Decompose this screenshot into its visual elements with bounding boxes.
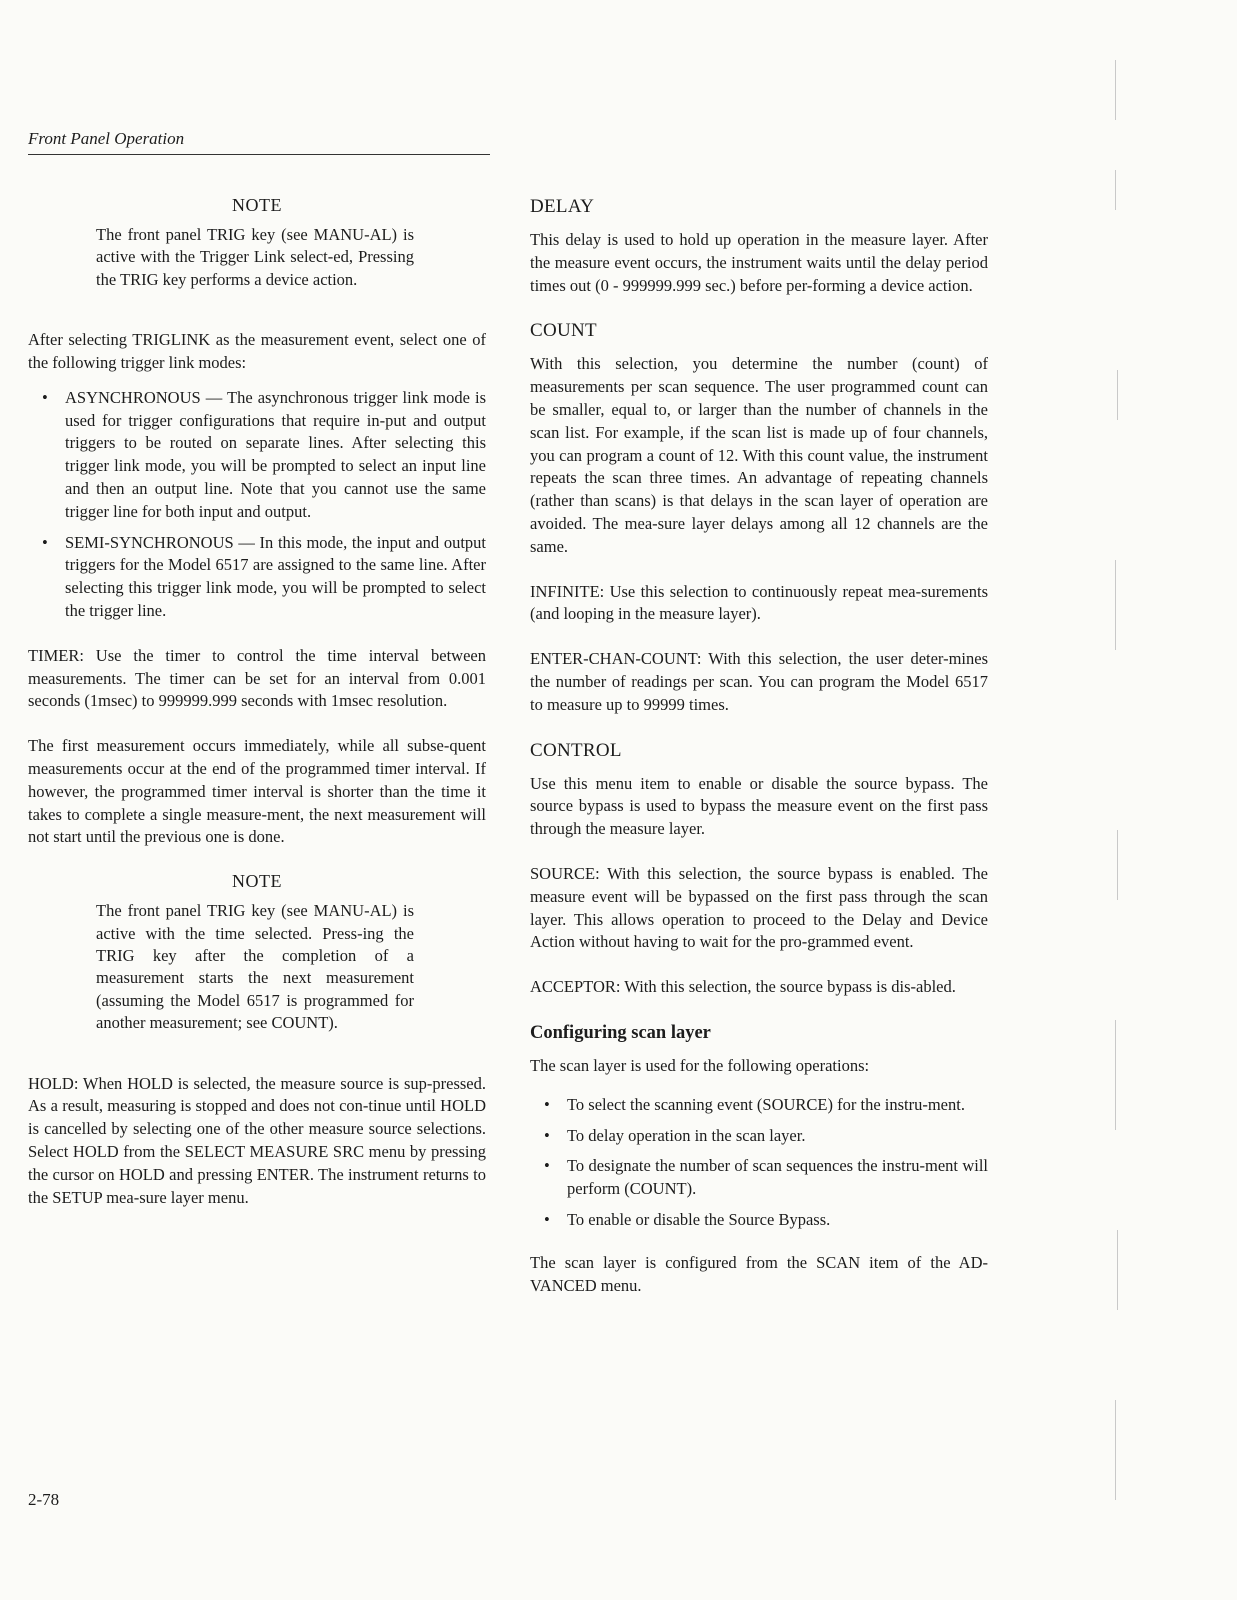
note-box-triglink <box>28 195 486 291</box>
note-title: NOTE <box>232 871 282 892</box>
note-box-timer <box>28 871 486 1034</box>
list-item: • ASYNCHRONOUS — The asynchronous trigger link mode is used for trigger configurations that require in-put and output triggers to be routed on separate lines. After selecting this trigger link mode, you will be prompted to select an input line and then an output line. Note that you cannot use the same trigger line for both input and output. <box>42 387 486 521</box>
section-heading-count: COUNT <box>530 320 597 342</box>
bullet-icon: • <box>544 1125 550 1145</box>
paragraph-triglink: After selecting TRIGLINK as the measurement event, select one of the following trigger link modes: <box>28 330 486 373</box>
bullet-icon: • <box>544 1209 550 1229</box>
paragraph-control: Use this menu item to enable or disable the source bypass. The source bypass is used to bypass the measure event on the first pass through the measure layer. <box>530 773 988 839</box>
note-title: NOTE <box>232 195 282 215</box>
scan-operations-list <box>530 1094 988 1232</box>
right-column <box>530 195 988 1297</box>
note-body: The front panel TRIG key (see MANU-AL) is active with the time selected. Press-ing the TRIG key after the completion of a measurement starts the next measurement (assuming the Model 6517 is programmed for another measurement; see COUNT). <box>96 901 414 1033</box>
paragraph-acceptor: ACCEPTOR: With this selection, the source bypass is dis-abled. <box>530 977 956 997</box>
paragraph-enter-chan-count: ENTER-CHAN-COUNT: With this selection, the user deter-mines the number of readings per scan. You can program the Model 6517 to measure up to 99999 times. <box>530 649 988 714</box>
bullet-icon: • <box>42 387 48 407</box>
bullet-icon: • <box>544 1156 550 1176</box>
header-rule <box>28 154 490 155</box>
left-column <box>28 195 486 1209</box>
paragraph-infinite: INFINITE: Use this selection to continuously repeat mea-surements (and looping in the measure layer). <box>530 581 988 624</box>
section-heading-delay: DELAY <box>530 196 595 217</box>
paragraph-source: SOURCE: With this selection, the source bypass is enabled. The measure event will be bypassed on the first pass through the scan layer. This allows operation to proceed to the Delay and Device Action without having to wait for the pro-grammed event. <box>530 863 988 952</box>
paragraph-scan-intro: The scan layer is used for the following operations: <box>530 1055 870 1075</box>
scan-margin-marks <box>1115 40 1119 1560</box>
list-item: • To enable or disable the Source Bypass. <box>530 1209 988 1232</box>
paragraph-delay: This delay is used to hold up operation in the measure layer. After the measure event occurs, the instrument waits until the delay period times out (0 - 999999.999 sec.) before per-forming a device action. <box>530 230 988 295</box>
subsection-heading-scan-layer: Configuring scan layer <box>530 1022 711 1043</box>
note-body: The front panel TRIG key (see MANU-AL) is active with the Trigger Link select-ed, Pressing the TRIG key performs a device action. <box>96 225 414 289</box>
triglink-modes-list <box>28 387 486 623</box>
list-item: • To delay operation in the scan layer. <box>530 1125 988 1148</box>
paragraph-first-measurement: The first measurement occurs immediately, while all subse-quent measurements occur at the end of the programmed timer interval. If however, the programmed timer interval is shorter than the time it takes to complete a single measure-ment, the next measurement will not start until the previous one is done. <box>28 736 486 847</box>
header-title: Front Panel Operation <box>28 129 185 148</box>
bullet-icon: • <box>544 1094 550 1114</box>
paragraph-hold: HOLD: When HOLD is selected, the measure source is sup-pressed. As a result, measuring is stopped and does not con-tinue until HOLD is cancelled by selecting one of the other measure source selections. Select HOLD from the SELECT MEASURE SRC menu by pressing the cursor on HOLD and pressing ENTER. The instrument returns to the SETUP mea-sure layer menu. <box>28 1073 486 1207</box>
list-item: • SEMI-SYNCHRONOUS — In this mode, the input and output triggers for the Model 6517 are assigned to the same line. After selecting this trigger link mode, you will be prompted to select the trigger line. <box>42 532 486 620</box>
list-item: • To select the scanning event (SOURCE) for the instru-ment. <box>530 1094 988 1117</box>
bullet-icon: • <box>42 532 48 552</box>
paragraph-scan-outro: The scan layer is configured from the SCAN item of the AD-VANCED menu. <box>530 1252 988 1295</box>
paragraph-timer: TIMER: Use the timer to control the time interval between measurements. The timer can be set for an interval from 0.001 seconds (1msec) to 999999.999 seconds with 1msec resolution. <box>28 645 486 711</box>
list-item: • To designate the number of scan sequences the instru-ment will perform (COUNT). <box>544 1156 988 1199</box>
section-heading-control: CONTROL <box>530 739 622 761</box>
running-header <box>28 128 490 155</box>
paragraph-count: With this selection, you determine the number (count) of measurements per scan sequence. The user programmed count can be smaller, equal to, or larger than the number of channels in the scan list. For example, if the scan list is made up of four channels, you can program a count of 12. With this count value, the instrument repeats the scan three times. An advantage of repeating channels (rather than scans) is that delays in the scan layer of operation are avoided. The mea-sure layer delays among all 12 channels are the same. <box>530 354 988 556</box>
page-number: 2-78 <box>28 1490 60 1509</box>
